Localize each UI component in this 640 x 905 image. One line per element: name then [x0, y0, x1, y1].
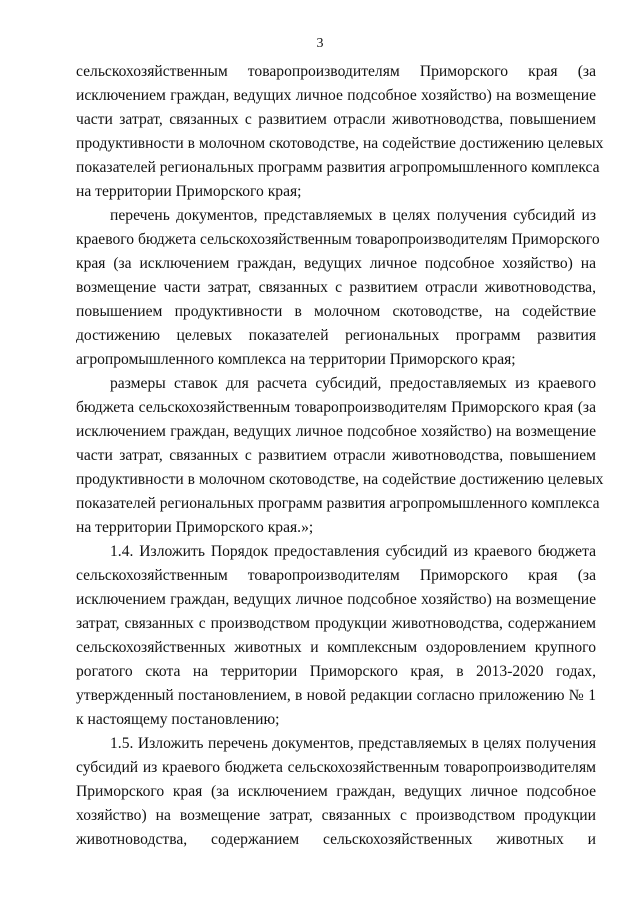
text-line: исключением граждан, ведущих личное подсобное хозяйство) на возмещение — [76, 591, 596, 608]
text-line: сельскохозяйственных животных и комплексным оздоровлением крупного — [76, 639, 596, 656]
text-line: субсидий из краевого бюджета сельскохозяйственным товаропроизводителям — [76, 759, 596, 776]
document-body — [76, 60, 604, 852]
text-line: части затрат, связанных с развитием отрасли животноводства, повышением — [76, 111, 596, 128]
text-line: возмещение части затрат, связанных с развитием отрасли животноводства, — [76, 279, 596, 296]
paragraph — [76, 372, 604, 540]
text-line: сельскохозяйственным товаропроизводителям Приморского края (за — [76, 63, 596, 80]
text-line: размеры ставок для расчета субсидий, предоставляемых из краевого — [110, 375, 596, 392]
text-line: животноводства, содержанием сельскохозяйственных животных и — [76, 831, 596, 848]
text-line: хозяйство) на возмещение затрат, связанных с производством продукции — [76, 807, 596, 824]
paragraph — [76, 540, 596, 732]
text-line: краевого бюджета сельскохозяйственным товаропроизводителям Приморского — [76, 231, 600, 248]
text-line: агропромышленного комплекса на территории Приморского края; — [76, 351, 516, 368]
text-line: 1.5. Изложить перечень документов, представляемых в целях получения — [110, 735, 596, 752]
text-line: перечень документов, представляемых в целях получения субсидий из — [110, 207, 596, 224]
text-line: повышением продуктивности в молочном скотоводстве, на содействие — [76, 303, 596, 320]
text-line: 1.4. Изложить Порядок предоставления субсидий из краевого бюджета — [110, 543, 596, 560]
text-line: показателей региональных программ развития агропромышленного комплекса — [76, 495, 600, 512]
text-line: достижению целевых показателей региональных программ развития — [76, 327, 596, 344]
text-line: утвержденный постановлением, в новой редакции согласно приложению № 1 — [76, 687, 596, 704]
paragraph — [76, 732, 596, 852]
text-line: показателей региональных программ развития агропромышленного комплекса — [76, 159, 600, 176]
text-line: на территории Приморского края; — [76, 183, 302, 200]
text-line: исключением граждан, ведущих личное подсобное хозяйство) на возмещение — [76, 87, 596, 104]
text-line: края (за исключением граждан, ведущих личное подсобное хозяйство) на — [76, 255, 596, 272]
text-line: исключением граждан, ведущих личное подсобное хозяйство) на возмещение — [76, 423, 596, 440]
paragraph — [76, 204, 600, 372]
page-number: 3 — [316, 36, 324, 51]
text-line: рогатого скота на территории Приморского края, в 2013-2020 годах, — [76, 663, 596, 680]
text-line: бюджета сельскохозяйственным товаропроизводителям Приморского края (за — [76, 399, 596, 416]
text-line: продуктивности в молочном скотоводстве, на содействие достижению целевых — [76, 471, 604, 488]
text-line: Приморского края (за исключением граждан, ведущих личное подсобное — [76, 783, 596, 800]
text-line: части затрат, связанных с развитием отрасли животноводства, повышением — [76, 447, 596, 464]
paragraph — [76, 60, 604, 204]
text-line: продуктивности в молочном скотоводстве, на содействие достижению целевых — [76, 135, 604, 152]
text-line: сельскохозяйственным товаропроизводителям Приморского края (за — [76, 567, 596, 584]
text-line: затрат, связанных с производством продукции животноводства, содержанием — [76, 615, 596, 632]
text-line: к настоящему постановлению; — [76, 711, 280, 728]
text-line: на территории Приморского края.»; — [76, 519, 314, 536]
